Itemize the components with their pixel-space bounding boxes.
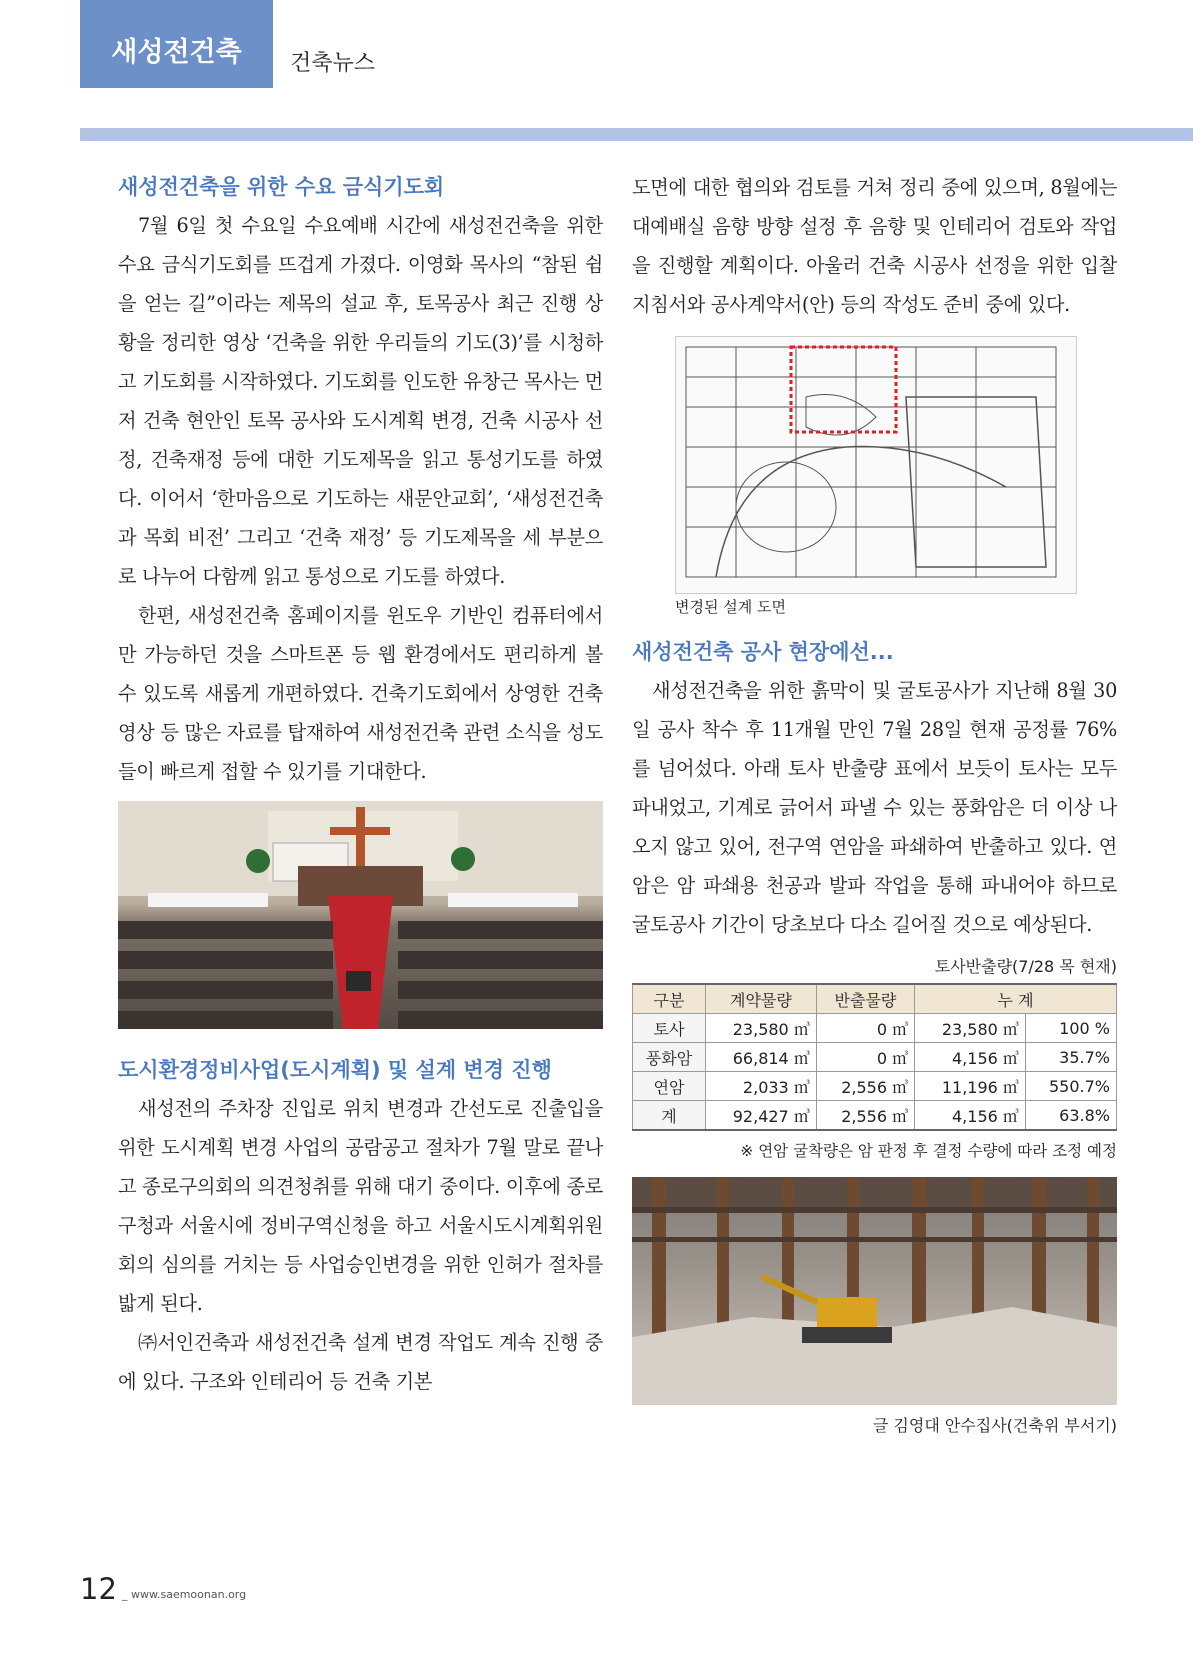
table-note: ※ 연암 굴착량은 암 판정 후 결정 수량에 따라 조정 예정 [740,1142,1117,1160]
floor-plan-illustration [676,337,1076,593]
cell-percent: 550.7% [1025,1072,1116,1101]
worship-service-photo [118,801,603,1029]
cell-cumulative: 4,156 ㎥ [915,1101,1026,1131]
footer-url: _ www.saemoonan.org [122,1588,247,1601]
cell-contract: 23,580 ㎥ [706,1014,817,1043]
header-rule [80,128,1193,141]
cell-cumulative: 11,196 ㎥ [915,1072,1026,1101]
worship-scene-illustration [118,801,603,1029]
cell-percent: 63.8% [1025,1101,1116,1131]
heading-urban-planning: 도시환경정비사업(도시계획) 및 설계 변경 진행 [118,1058,552,1082]
cell-removed: 0 ㎥ [816,1014,914,1043]
table-row [633,1014,1117,1043]
row-label: 토사 [633,1014,706,1043]
excavation-scene-illustration [632,1177,1117,1405]
table-header-row [633,984,1117,1014]
paragraph-homepage: 한편, 새성전건축 홈페이지를 윈도우 기반인 컴퓨터에서만 가능하던 것을 스마트폰 등 웹 환경에서도 편리하게 볼 수 있도록 새롭게 개편하였다. 건축기도회에서 상영한 건축영상 등 많은 자료를 탑재하여 새성전건축 관련 소식을 성도들이 빠르게 접할 수 있기를 기대한다. [118,604,603,783]
floor-plan-drawing [675,336,1077,594]
section-tab: 새성전건축 [80,0,273,88]
header-cumulative: 누 계 [915,984,1117,1014]
table-title: 토사반출량(7/28 목 현재) [934,957,1117,976]
page-number: 12 [80,1572,117,1606]
cell-cumulative: 4,156 ㎥ [915,1043,1026,1072]
paragraph-construction-site: 새성전건축을 위한 흙막이 및 굴토공사가 지난해 8월 30일 공사 착수 후 11개월 만인 7월 28일 현재 공정률 76%를 넘어섰다. 아래 토사 반출량 표에서 보듯이 토사는 모두 파내었고, 기계로 긁어서 파낼 수 있는 풍화암은 더 이상 나오지 않고 있어, 전구역 연암을 파쇄하여 반출하고 있다. 연암은 암 파쇄용 천공과 발파 작업을 통해 파내어야 하므로 굴토공사 기간이 당초보다 다소 길어질 것으로 예상된다. [632,679,1117,936]
paragraph-prayer-meeting: 7월 6일 첫 수요일 수요예배 시간에 새성전건축을 위한 수요 금식기도회를 뜨겁게 가졌다. 이영화 목사의 “참된 쉼을 얻는 길”이라는 제목의 설교 후, 토목공사 최근 진행 상황을 정리한 영상 ‘건축을 위한 우리들의 기도(3)’를 시청하고 기도회를 시작하였다. 기도회를 인도한 유창근 목사는 먼저 건축 현안인 토목 공사와 도시계획 변경, 건축 시공사 선정, 건축재정 등에 대한 기도제목을 읽고 통성기도를 하였다. 이어서 ‘한마음으로 기도하는 새문안교회’, ‘새성전건축과 목회 비전’ 그리고 ‘건축 재정’ 등 기도제목을 세 부분으로 나누어 다함께 읽고 통성으로 기도를 하였다. [118,214,603,588]
paragraph-urban-planning: 새성전의 주차장 진입로 위치 변경과 간선도로 진출입을 위한 도시계획 변경 사업의 공람공고 절차가 7월 말로 끝나고 종로구의회의 의견청취를 위해 대기 중이다. 이후에 종로구청과 서울시에 정비구역신청을 하고 서울시도시계획위원회의 심의를 거치는 등 사업승인변경을 위한 인허가 절차를 밟게 된다. [118,1097,603,1315]
paragraph-design-change: ㈜서인건축과 새성전건축 설계 변경 작업도 계속 진행 중에 있다. 구조와 인테리어 등 건축 기본 [118,1331,603,1393]
row-label: 계 [633,1101,706,1131]
header-removed-volume: 반출물량 [816,984,914,1014]
construction-site-photo [632,1177,1117,1405]
row-label: 연암 [633,1072,706,1101]
header-category: 구분 [633,984,706,1014]
table-row [633,1072,1117,1101]
right-column [632,168,1117,1436]
author-credit: 글 김영대 안수집사(건축위 부서기) [872,1416,1117,1435]
cell-cumulative: 23,580 ㎥ [915,1014,1026,1043]
paragraph-design-continued: 도면에 대한 협의와 검토를 거쳐 정리 중에 있으며, 8월에는 대예배실 음향 방향 설정 후 음향 및 인테리어 검토와 작업을 진행할 계획이다. 아울러 건축 시공사 선정을 위한 입찰 지침서와 공사계약서(안) 등의 작성도 준비 중에 있다. [632,176,1117,316]
cell-contract: 92,427 ㎥ [706,1101,817,1131]
row-label: 풍화암 [633,1043,706,1072]
excavation-table [632,983,1117,1131]
subsection-title: 건축뉴스 [290,51,376,76]
cell-percent: 100 % [1025,1014,1116,1043]
cell-removed: 0 ㎥ [816,1043,914,1072]
cell-removed: 2,556 ㎥ [816,1072,914,1101]
cell-contract: 66,814 ㎥ [706,1043,817,1072]
cell-percent: 35.7% [1025,1043,1116,1072]
heading-prayer-meeting: 새성전건축을 위한 수요 금식기도회 [118,175,445,199]
cell-contract: 2,033 ㎥ [706,1072,817,1101]
table-row [633,1043,1117,1072]
header-contract-volume: 계약물량 [706,984,817,1014]
cell-removed: 2,556 ㎥ [816,1101,914,1131]
floor-plan-caption: 변경된 설계 도면 [675,598,786,616]
table-row [633,1101,1117,1131]
heading-construction-site: 새성전건축 공사 현장에선... [632,640,894,664]
left-column [118,168,603,1401]
